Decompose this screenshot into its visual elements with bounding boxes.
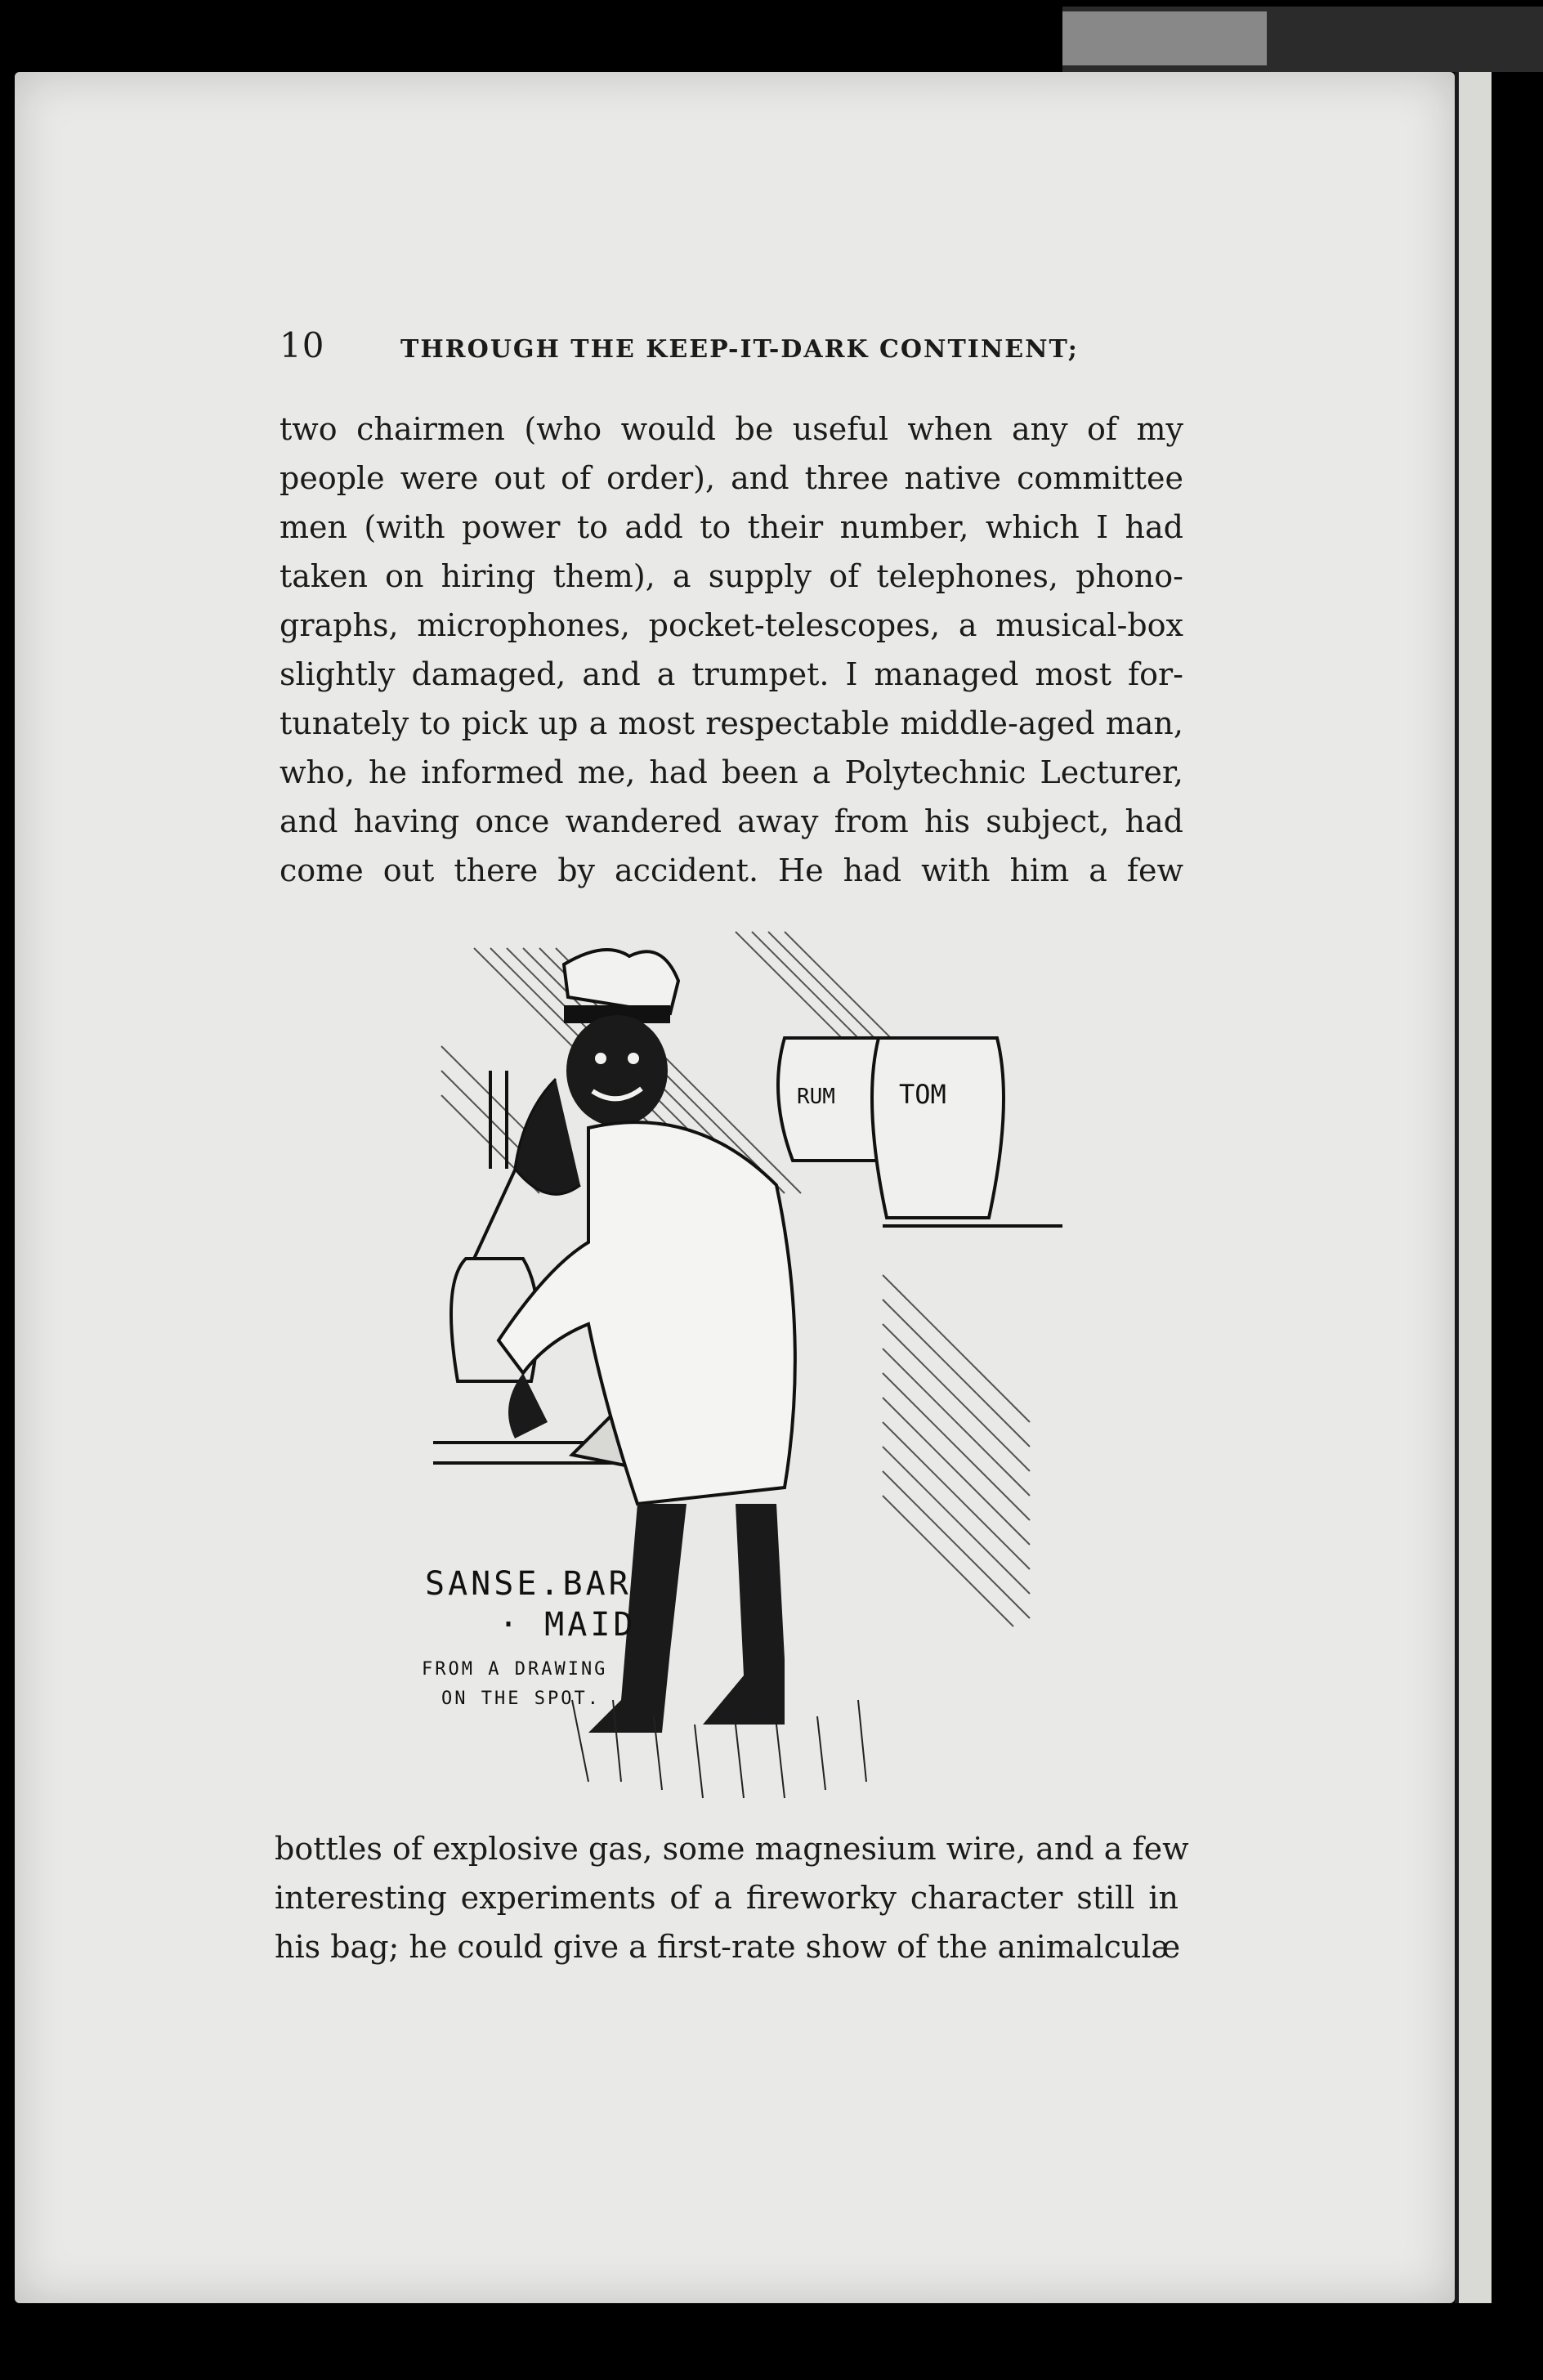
text-line: come out there by accident. He had with him a few xyxy=(280,852,1183,888)
page-number: 10 xyxy=(280,325,325,365)
barrel-tom xyxy=(872,1038,1004,1218)
text-line: slightly damaged, and a trumpet. I managed most for- xyxy=(280,656,1183,692)
body-text-bottom xyxy=(275,1824,1189,1971)
text-line: who, he informed me, had been a Polytechnic Lecturer, xyxy=(280,754,1183,790)
text-line: and having once wandered away from his subject, had xyxy=(280,803,1183,839)
running-title: THROUGH THE KEEP-IT-DARK CONTINENT; xyxy=(400,335,1079,364)
body-text-top xyxy=(280,405,1183,895)
illustration-caption-line: SANSE.BAR xyxy=(425,1565,632,1603)
text-line: tunately to pick up a most respectable middle-aged man, xyxy=(280,705,1183,741)
text-line: taken on hiring them), a supply of telephones, phono- xyxy=(280,558,1183,594)
illustration-caption-line: · MAID xyxy=(499,1606,637,1644)
engraved-illustration xyxy=(425,915,1071,1823)
page-spine-edge xyxy=(1455,72,1492,2303)
text-line: men (with power to add to their number, which I had xyxy=(280,509,1183,545)
illustration-caption-line: FROM A DRAWING xyxy=(422,1659,608,1680)
illustration-caption-line: ON THE SPOT. xyxy=(441,1689,601,1709)
barrel-label-tom: TOM xyxy=(899,1079,946,1110)
text-line: bottles of explosive gas, some magnesium wire, and a few xyxy=(275,1831,1189,1867)
text-line: two chairmen (who would be useful when any of my xyxy=(280,411,1183,447)
barrel-label-rum: RUM xyxy=(797,1085,835,1109)
text-line: interesting experiments of a fireworky character still in xyxy=(275,1880,1178,1916)
text-line: people were out of order), and three native committee xyxy=(280,460,1183,496)
text-line: graphs, microphones, pocket-telescopes, a musical-box xyxy=(280,607,1183,643)
face xyxy=(566,1015,668,1126)
text-line: his bag; he could give a first-rate show of the animalculæ xyxy=(275,1929,1181,1965)
right-leg xyxy=(703,1504,785,1725)
scan-corner-shadow xyxy=(1062,7,1543,72)
raised-arm xyxy=(515,1079,580,1194)
cap xyxy=(564,950,678,1013)
